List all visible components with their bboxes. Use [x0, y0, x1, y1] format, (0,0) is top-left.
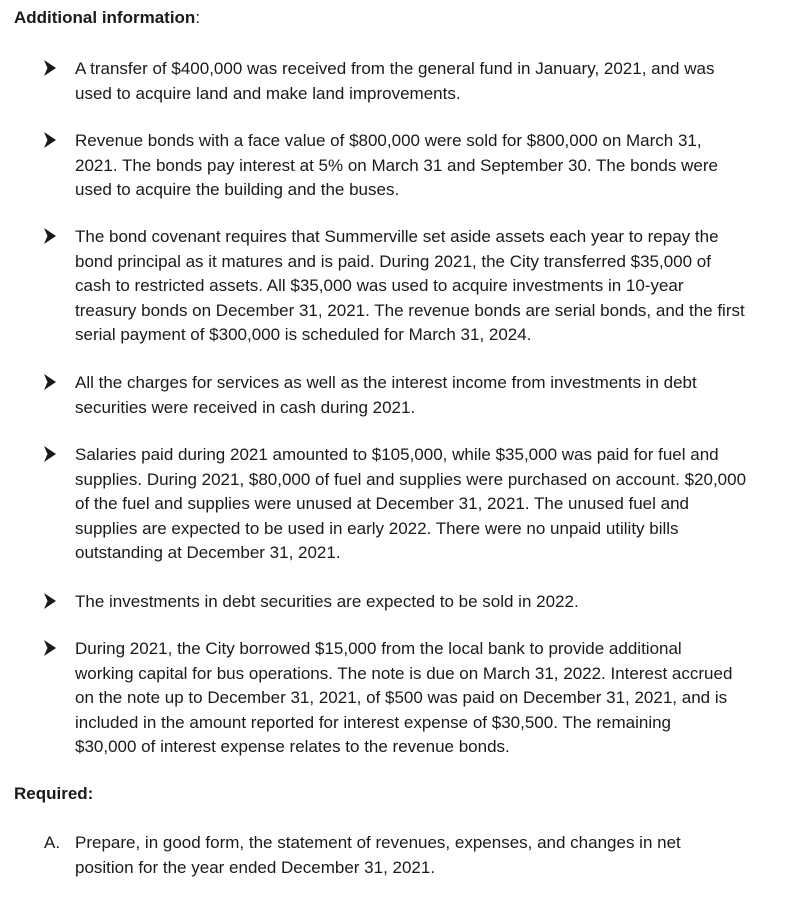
arrowhead-bullet-icon [44, 446, 56, 462]
arrowhead-bullet-icon [44, 374, 56, 390]
list-item-text: Salaries paid during 2021 amounted to $105,000, while $35,000 was paid for fuel and supplies. During 2021, $80,000 of fuel and supplies were purchased on account. $20,000 of the fuel and supplies were unused at December 31, 2021. The unused fuel and supplies are expected to be used in early 2022. There were no unpaid utility bills outstanding at December 31, 2021. [75, 445, 747, 562]
arrowhead-bullet-icon [44, 640, 56, 656]
arrowhead-bullet-icon [44, 60, 56, 76]
list-item-text: A transfer of $400,000 was received from the general fund in January, 2021, and was used to acquire land and make land improvements. [75, 59, 715, 103]
arrowhead-bullet-icon [44, 593, 56, 609]
heading-colon: : [195, 8, 201, 27]
list-item-text: During 2021, the City borrowed $15,000 from the local bank to provide additional working capital for bus operations. The note is due on March 31, 2022. Interest accrued on the note up to December 31, 2021, of $500 was paid on December 31, 2021, and is included in the amount reported for interest expense of $30,500. The remaining $30,000 of interest expense relates to the revenue bonds. [75, 639, 733, 756]
list-item-text: All the charges for services as well as the interest income from investments in debt securities were received in cash during 2021. [75, 373, 697, 417]
required-item-text: Prepare, in good form, the statement of revenues, expenses, and changes in net position for the year ended December 31, 2021. [75, 833, 681, 877]
arrowhead-bullet-icon [44, 228, 56, 244]
list-item-text: The bond covenant requires that Summerville set aside assets each year to repay the bond principal as it matures and is paid. During 2021, the City transferred $35,000 of cash to restricted assets. All $35,000 was used to acquire investments in 10-year treasury bonds on December 31, 2021. The revenue bonds are serial bonds, and the first serial payment of $300,000 is scheduled for March 31, 2024. [75, 227, 745, 344]
required-item-letter: A. [44, 833, 61, 852]
arrowhead-bullet-icon [44, 132, 56, 148]
additional-information-heading [14, 7, 200, 29]
list-item-text: The investments in debt securities are expected to be sold in 2022. [75, 592, 579, 611]
list-item-text: Revenue bonds with a face value of $800,000 were sold for $800,000 on March 31, 2021. The bonds pay interest at 5% on March 31 and September 30. The bonds were used to acquire the building and the buses. [75, 131, 718, 199]
additional-information-title: Additional information [14, 8, 196, 27]
required-heading: Required: [14, 784, 94, 803]
